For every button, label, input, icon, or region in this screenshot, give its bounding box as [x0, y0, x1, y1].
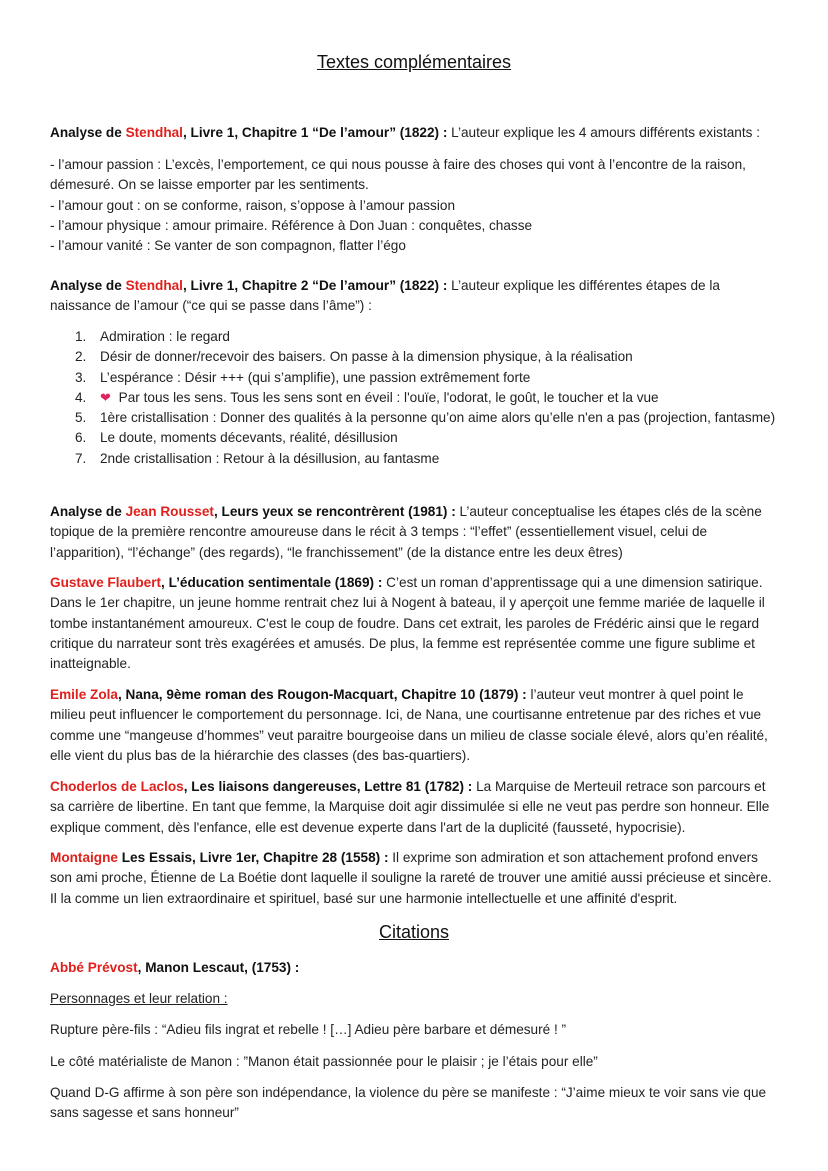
- work-reference: , Les liaisons dangereuses, Lettre 81 (1782) :: [183, 779, 473, 794]
- author-name: Montaigne: [50, 850, 118, 865]
- author-name: Choderlos de Laclos: [50, 779, 184, 794]
- flaubert-analysis: [50, 573, 780, 674]
- list-number: 6.: [75, 430, 87, 446]
- list-number: 1.: [75, 329, 87, 344]
- author-name: Stendhal: [125, 278, 183, 293]
- list-text: 1ère cristallisation : Donner des qualités à la personne qu’on aime alors qu’elle n'en a pas (projection, fantasme): [100, 410, 776, 426]
- list-text: L’espérance : Désir +++ (qui s’amplifie), une passion extrêmement forte: [100, 369, 531, 385]
- analysis-text: La Marquise de Merteuil retrace son parcours et sa carrière de libertine. En tant que femme, la Marquise doit agir dissimulée si elle ne veut pas perdre son honneur. Elle explique comment, dès l'enfance, elle est devenue experte dans l'art de la duplicité (fausseté, hypocrisie).: [50, 779, 770, 835]
- list-text: Désir de donner/recevoir des baisers. On passe à la dimension physique, à la réalisation: [100, 349, 633, 365]
- zola-analysis: [50, 685, 780, 766]
- list-item: [50, 408, 780, 428]
- etapes-list: [50, 327, 780, 469]
- list-item: - l’amour vanité : Se vanter de son compagnon, flatter l’égo: [50, 238, 406, 254]
- laclos-analysis: [50, 777, 780, 838]
- list-number: 7.: [75, 450, 87, 466]
- stendhal-analysis-1: [50, 123, 780, 143]
- list-number: 2.: [75, 349, 87, 365]
- list-item: [50, 347, 780, 367]
- section-title-citations: Citations: [378, 922, 450, 942]
- work-reference: Les Essais, Livre 1er, Chapitre 28 (1558) :: [117, 850, 389, 865]
- work-reference: , Leurs yeux se rencontrèrent (1981) :: [213, 504, 456, 519]
- analysis-text: Il exprime son admiration et son attachement profond envers son ami proche, Étienne de La Boétie dont laquelle il souligne la rareté de trouver une amitié aussi précieuse et sincère. Il la comme un lien extraordinaire et spirituel, basé sur une harmonie intellectuelle et une affinité d'esprit.: [50, 850, 772, 906]
- work-reference: , L’éducation sentimentale (1869) :: [161, 575, 383, 590]
- analysis-text: L’auteur explique les différentes étapes de la naissance de l’amour (“ce qui se passe dans l’âme”) :: [50, 278, 720, 314]
- page-title: Textes complémentaires: [316, 52, 512, 72]
- list-number: 5.: [75, 410, 87, 426]
- rousset-analysis: [50, 502, 780, 563]
- author-name: Abbé Prévost: [50, 960, 138, 975]
- analysis-text: l’auteur veut montrer à quel point le milieu peut influencer le comportement du personnage. Ici, de Nana, une courtisanne entretenue par des riches et vue comme une “mangeuse d’hommes” veut paraitre bourgeoise dans un milieu de classe sociale élevé, alors qu’en réalité, elle vient du plus bas de la hiérarchie des classes (des bas-quartiers).: [50, 687, 768, 763]
- analysis-text: L’auteur explique les 4 amours différents existants :: [447, 125, 760, 140]
- amours-list: [50, 155, 780, 256]
- analysis-text: L’auteur conceptualise les étapes clés de la scène topique de la première rencontre amoureuse dans le récit à 3 temps : “l’effet” (essentiellement visuel, celui de l’apparition), “l’échange” (des regards), “le franchissement” (de la distance entre les deux êtres): [50, 504, 762, 560]
- quote-item: Rupture père-fils : “Adieu fils ingrat et rebelle ! […] Adieu père barbare et démesuré ! ”: [50, 1022, 567, 1037]
- author-name: Jean Rousset: [125, 504, 214, 519]
- analysis-prefix: Analyse de: [50, 504, 126, 519]
- list-text: Le doute, moments décevants, réalité, désillusion: [100, 430, 398, 446]
- quote-item: Quand D-G affirme à son père son indépendance, la violence du père se manifeste : “J’aime mieux te voir sans vie que sans sagesse et sans honneur”: [50, 1085, 767, 1121]
- author-name: Gustave Flaubert: [50, 575, 162, 590]
- analysis-prefix: Analyse de: [50, 278, 126, 293]
- analysis-prefix: Analyse de: [50, 125, 126, 140]
- analysis-text: C’est un roman d’apprentissage qui a une dimension satirique. Dans le 1er chapitre, un jeune homme rentrait chez lui à Nogent à bateau, il y aperçoit une femme mariée de laquelle il tombe instantanément amoureux. C'est le coup de foudre. Dans cet extrait, les paroles de Frédéric ainsi que le regard critique du narrateur sont très exagérées et amusés. De plus, la femme est représentée comme une figure sublime et inatteignable.: [50, 575, 765, 672]
- montaigne-analysis: [50, 848, 780, 909]
- list-number: 3.: [75, 369, 87, 385]
- list-item: [50, 368, 780, 388]
- list-item: [50, 388, 780, 408]
- heart-icon: ❤: [100, 389, 111, 405]
- list-item: - l’amour physique : amour primaire. Référence à Don Juan : conquêtes, chasse: [50, 217, 533, 233]
- author-name: Stendhal: [125, 125, 183, 140]
- list-text: Admiration : le regard: [100, 329, 230, 344]
- quote-item: Le côté matérialiste de Manon : ”Manon était passionnée pour le plaisir ; je l’étais pour elle”: [50, 1054, 598, 1069]
- list-text: 2nde cristallisation : Retour à la désillusion, au fantasme: [100, 450, 440, 466]
- work-reference: , Manon Lescaut, (1753) :: [137, 960, 300, 975]
- list-item: [50, 449, 780, 469]
- list-item: [50, 327, 780, 347]
- work-reference: , Livre 1, Chapitre 2 “De l’amour” (1822) :: [182, 278, 448, 293]
- list-item: [50, 428, 780, 448]
- work-reference: , Livre 1, Chapitre 1 “De l’amour” (1822) :: [182, 125, 448, 140]
- list-item: - l’amour passion : L’excès, l’emportement, ce qui nous pousse à faire des choses qui vont à l’encontre de la raison, démesuré. On se laisse emporter par les sentiments.: [50, 157, 746, 193]
- work-reference: , Nana, 9ème roman des Rougon-Macquart, Chapitre 10 (1879) :: [118, 687, 527, 702]
- prevost-heading: [50, 958, 780, 978]
- list-number: 4.: [75, 389, 87, 405]
- list-text: Par tous les sens. Tous les sens sont en éveil : l'ouïe, l'odorat, le goût, le toucher et la vue: [114, 389, 659, 405]
- list-item: - l’amour gout : on se conforme, raison, s’oppose à l’amour passion: [50, 197, 455, 213]
- author-name: Emile Zola: [50, 687, 118, 702]
- stendhal-analysis-2: [50, 276, 780, 317]
- subsection-heading: Personnages et leur relation :: [50, 991, 228, 1006]
